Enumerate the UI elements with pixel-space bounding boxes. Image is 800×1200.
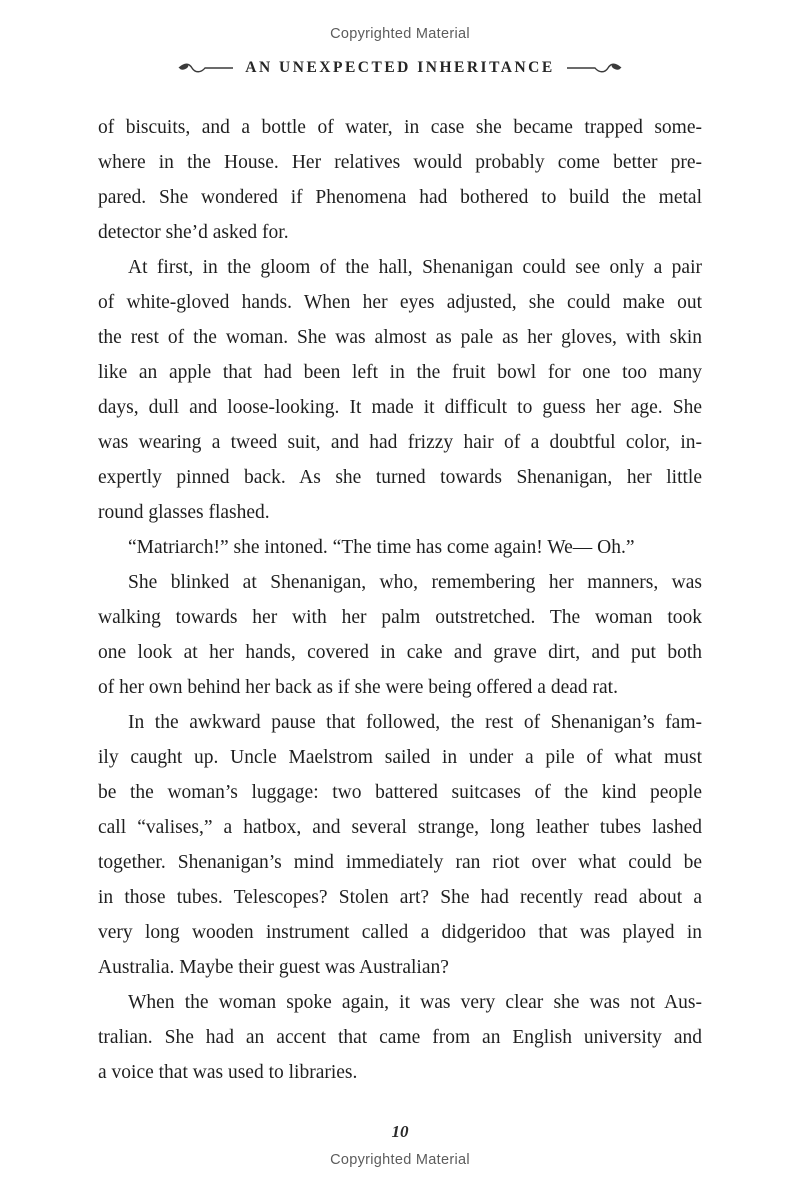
text-line: was wearing a tweed suit, and had frizzy hair of a doubtful color, in- xyxy=(98,432,702,453)
text-line: walking towards her with her palm outstretched. The woman took xyxy=(98,607,702,628)
text-line: the rest of the woman. She was almost as pale as her gloves, with skin xyxy=(98,327,702,348)
text-line: Australia. Maybe their guest was Australian? xyxy=(98,957,449,978)
paragraph xyxy=(98,110,702,250)
copyright-notice-top: Copyrighted Material xyxy=(330,26,470,42)
text-line: pared. She wondered if Phenomena had bothered to build the metal xyxy=(98,187,702,208)
text-line: of her own behind her back as if she were being offered a dead rat. xyxy=(98,677,618,698)
text-line: together. Shenanigan’s mind immediately ran riot over what could be xyxy=(98,852,702,873)
paragraph xyxy=(98,530,702,565)
text-line: detector she’d asked for. xyxy=(98,222,289,243)
text-line: where in the House. Her relatives would probably come better pre- xyxy=(98,152,702,173)
text-line: a voice that was used to libraries. xyxy=(98,1062,358,1083)
copyright-notice-bottom: Copyrighted Material xyxy=(330,1152,470,1168)
text-line: days, dull and loose-looking. It made it difficult to guess her age. She xyxy=(98,397,702,418)
text-line: expertly pinned back. As she turned towards Shenanigan, her little xyxy=(98,467,702,488)
text-line: call “valises,” a hatbox, and several strange, long leather tubes lashed xyxy=(98,817,702,838)
flourish-left-icon xyxy=(177,61,235,75)
page-number: 10 xyxy=(391,1122,409,1141)
page-body xyxy=(98,110,702,1090)
text-line: of biscuits, and a bottle of water, in case she became trapped some- xyxy=(98,117,702,138)
text-line: When the woman spoke again, it was very clear she was not Aus- xyxy=(128,992,702,1013)
text-line: of white-gloved hands. When her eyes adjusted, she could make out xyxy=(98,292,702,313)
paragraph xyxy=(98,705,702,985)
text-line: one look at her hands, covered in cake and grave dirt, and put both xyxy=(98,642,702,663)
paragraph xyxy=(98,985,702,1090)
text-line: round glasses flashed. xyxy=(98,502,270,523)
paragraph xyxy=(98,565,702,705)
text-line: She blinked at Shenanigan, who, remembering her manners, was xyxy=(128,572,702,593)
text-line: At first, in the gloom of the hall, Shenanigan could see only a pair xyxy=(128,257,702,278)
text-line: like an apple that had been left in the fruit bowl for one too many xyxy=(98,362,702,383)
text-line: be the woman’s luggage: two battered suitcases of the kind people xyxy=(98,782,702,803)
text-line: ily caught up. Uncle Maelstrom sailed in under a pile of what must xyxy=(98,747,702,768)
chapter-header xyxy=(0,59,800,77)
text-line: tralian. She had an accent that came from an English university and xyxy=(98,1027,702,1048)
text-line: In the awkward pause that followed, the rest of Shenanigan’s fam- xyxy=(128,712,702,733)
chapter-title: AN UNEXPECTED INHERITANCE xyxy=(245,59,555,76)
flourish-right-icon xyxy=(565,61,623,75)
paragraph xyxy=(98,250,702,530)
text-line: in those tubes. Telescopes? Stolen art? She had recently read about a xyxy=(98,887,702,908)
text-line: very long wooden instrument called a didgeridoo that was played in xyxy=(98,922,702,943)
text-line: “Matriarch!” she intoned. “The time has come again! We— Oh.” xyxy=(128,537,635,558)
